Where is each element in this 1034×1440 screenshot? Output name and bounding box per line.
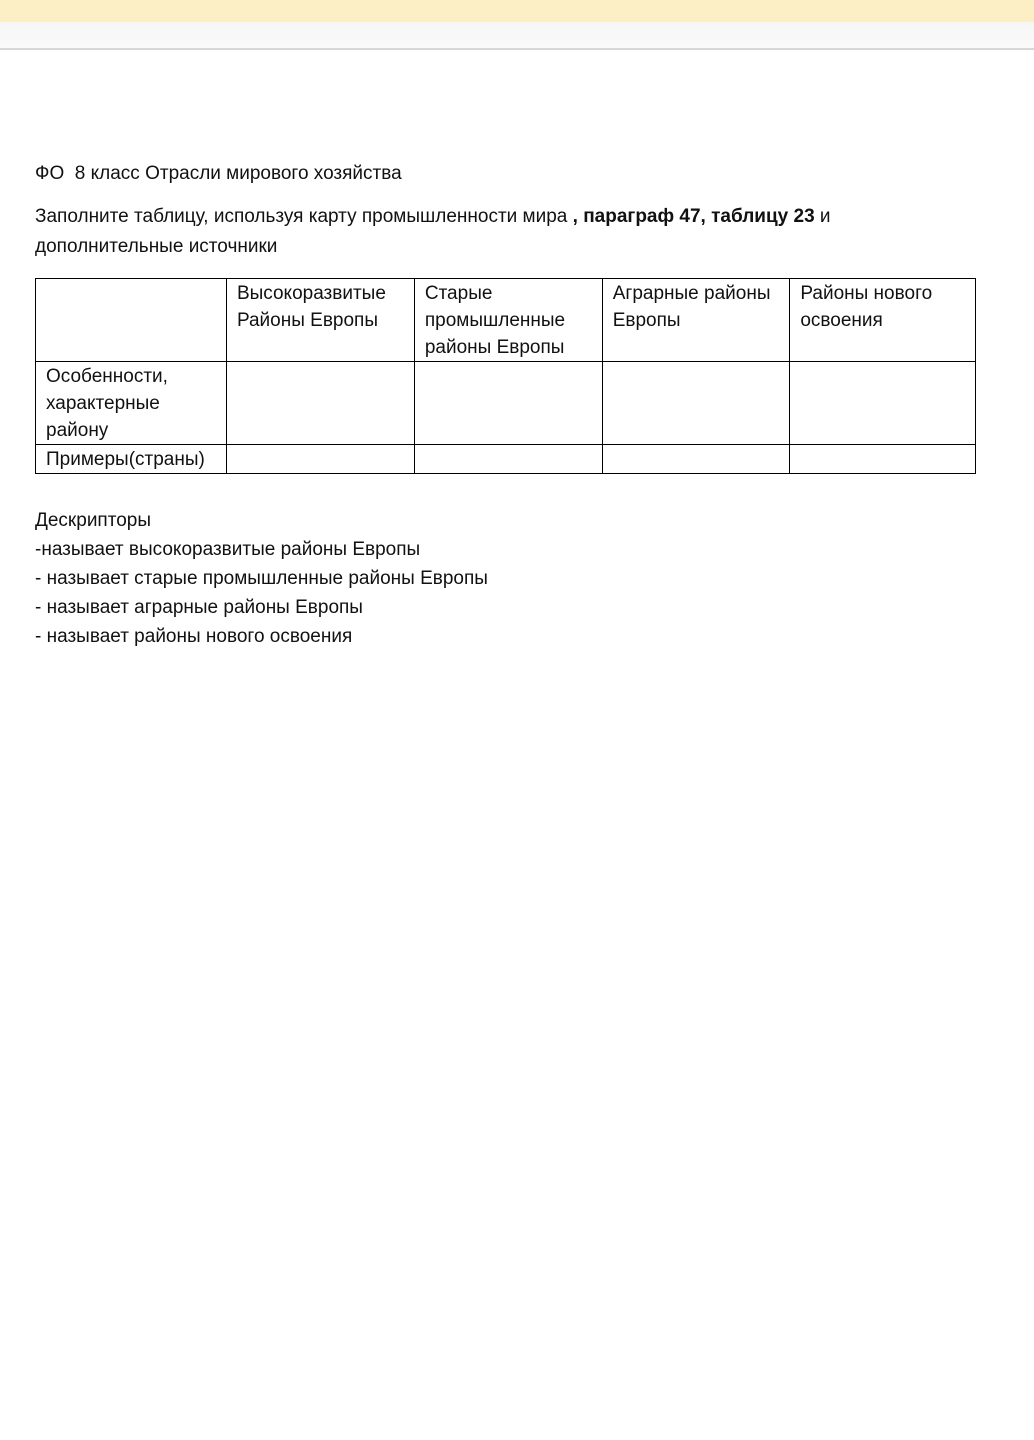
instruction-text-bold: , параграф 47, таблицу 23 xyxy=(572,206,815,227)
document-page xyxy=(35,160,980,651)
table-cell[interactable] xyxy=(602,445,790,474)
table-cell[interactable] xyxy=(602,362,790,445)
descriptors-section xyxy=(35,506,980,651)
table-header-cell: Аграрные районы Европы xyxy=(602,279,790,362)
instruction-text xyxy=(35,202,980,262)
table-cell[interactable] xyxy=(226,362,414,445)
table-cell[interactable] xyxy=(414,362,602,445)
document-title: ФО 8 класс Отрасли мирового хозяйства xyxy=(35,163,402,184)
table-row-label: Примеры(страны) xyxy=(36,445,227,474)
table-header-cell: Старые промышленные районы Европы xyxy=(414,279,602,362)
task-table xyxy=(35,278,976,474)
table-cell[interactable] xyxy=(790,362,976,445)
descriptor-item: - называет старые промышленные районы Европы xyxy=(35,568,488,589)
table-header-cell: Районы нового освоения xyxy=(790,279,976,362)
instruction-text-part2: и дополнительные источники xyxy=(35,206,831,257)
descriptor-item: - называет районы нового освоения xyxy=(35,626,353,647)
instruction-text-part1: Заполните таблицу, используя карту промышленности мира xyxy=(35,206,573,227)
table-header-cell-empty xyxy=(36,279,227,362)
table-cell[interactable] xyxy=(790,445,976,474)
table-row xyxy=(36,445,976,474)
descriptor-item: -называет высокоразвитые районы Европы xyxy=(35,539,421,560)
table-cell[interactable] xyxy=(226,445,414,474)
descriptor-item: - называет аграрные районы Европы xyxy=(35,597,363,618)
table-header-cell: Высокоразвитые Районы Европы xyxy=(226,279,414,362)
descriptors-heading: Дескрипторы xyxy=(35,510,151,531)
table-header-row xyxy=(36,279,976,362)
viewer-toolbar-strip xyxy=(0,22,1034,50)
viewer-top-bar xyxy=(0,0,1034,22)
table-row-label: Особенности, характерные району xyxy=(36,362,227,445)
table-row xyxy=(36,362,976,445)
table-cell[interactable] xyxy=(414,445,602,474)
